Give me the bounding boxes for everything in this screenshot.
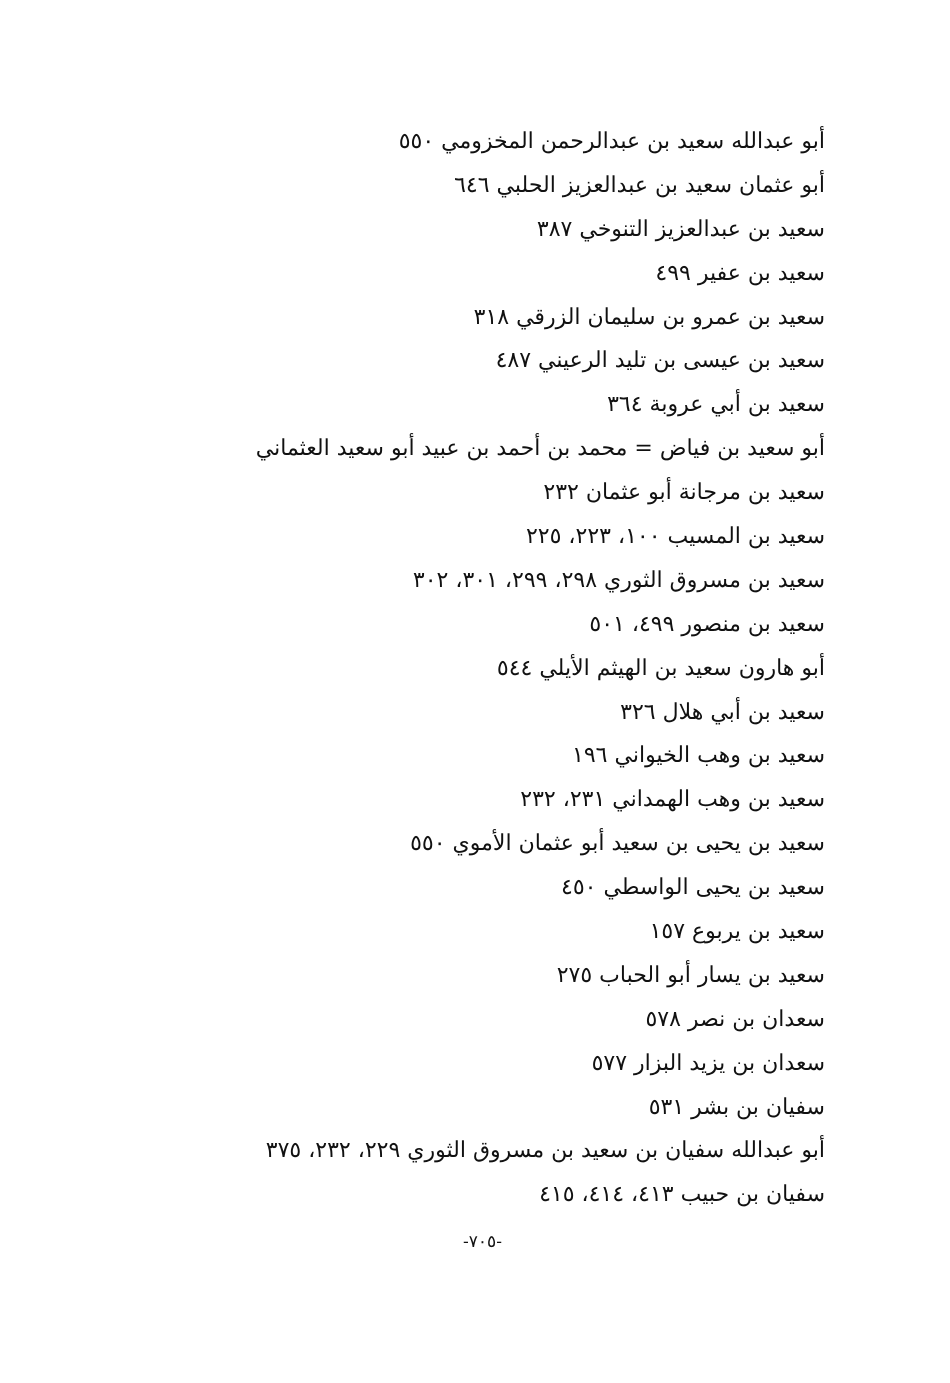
index-entry: سعيد بن يربوع ١٥٧ [649, 919, 825, 945]
index-entry: سعيد بن منصور ٤٩٩، ٥٠١ [589, 611, 825, 637]
index-entry: سعيد بن مرجانة أبو عثمان ٢٣٢ [543, 480, 825, 506]
index-entry: سعيد بن المسيب ١٠٠، ٢٢٣، ٢٢٥ [525, 524, 825, 550]
index-entry: سفيان بن بشر ٥٣١ [648, 1094, 825, 1120]
index-entry: سعيد بن مسروق الثوري ٢٩٨، ٢٩٩، ٣٠١، ٣٠٢ [412, 567, 825, 593]
index-entry: سعدان بن يزيد البزار ٥٧٧ [591, 1050, 825, 1076]
index-entry: سعيد بن عمرو بن سليمان الزرقي ٣١٨ [473, 304, 825, 330]
index-entry: أبو عبدالله سعيد بن عبدالرحمن المخزومي ٥٥٠ [398, 129, 825, 154]
index-entry: سعيد بن أبي عروبة ٣٦٤ [607, 392, 825, 418]
index-entry: سعيد بن يحيى الواسطي ٤٥٠ [561, 875, 825, 901]
index-entry: أبو هارون سعيد بن الهيثم الأيلي ٥٤٤ [496, 655, 825, 681]
index-entry: سعيد بن يحيى بن سعيد أبو عثمان الأموي ٥٥٠ [410, 831, 825, 857]
index-entry: سعدان بن نصر ٥٧٨ [645, 1006, 825, 1032]
index-entry: سعيد بن عفير ٤٩٩ [655, 260, 825, 286]
index-entry: أبو عبدالله سفيان بن سعيد بن مسروق الثوري ٢٢٩، ٢٣٢، ٣٧٥ [265, 1138, 825, 1164]
index-entry: سعيد بن عبدالعزيز التنوخي ٣٨٧ [536, 216, 825, 242]
index-entry: سعيد بن أبي هلال ٣٢٦ [620, 699, 825, 725]
name-index-list [205, 120, 825, 1217]
index-entry: سعيد بن يسار أبو الحباب ٢٧٥ [556, 962, 825, 988]
page-number: -٧٠٥- [463, 1232, 502, 1252]
index-entry: أبو سعيد بن فياض = محمد بن أحمد بن عبيد أبو سعيد العثماني [255, 436, 825, 462]
index-entry: سعيد بن وهب الخيواني ١٩٦ [572, 743, 825, 769]
index-entry: سعيد بن عيسى بن تليد الرعيني ٤٨٧ [495, 348, 825, 374]
index-entry: أبو عثمان سعيد بن عبدالعزيز الحلبي ٦٤٦ [454, 172, 825, 198]
index-entry: سفيان بن حبيب ٤١٣، ٤١٤، ٤١٥ [539, 1182, 825, 1208]
index-entry: سعيد بن وهب الهمداني ٢٣١، ٢٣٢ [520, 787, 825, 813]
